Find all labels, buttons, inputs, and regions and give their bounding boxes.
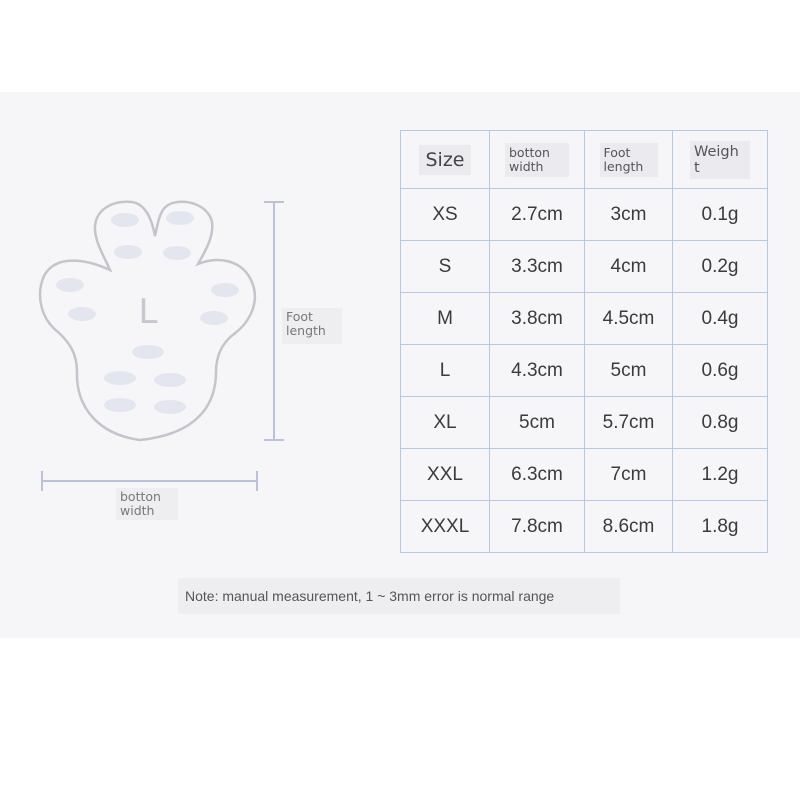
table-header-row — [401, 131, 768, 189]
size-cell: XL — [401, 397, 490, 449]
value-cell: 4.5cm — [585, 293, 673, 345]
size-cell: XS — [401, 189, 490, 241]
foot-length-label: Foot length — [282, 308, 342, 344]
value-cell: 0.8g — [673, 397, 768, 449]
value-cell: 4cm — [585, 241, 673, 293]
value-cell: 3cm — [585, 189, 673, 241]
size-cell: L — [401, 345, 490, 397]
value-cell: 8.6cm — [585, 501, 673, 553]
size-cell: S — [401, 241, 490, 293]
size-cell: XXXL — [401, 501, 490, 553]
size-chart-table — [400, 130, 768, 553]
value-cell: 0.2g — [673, 241, 768, 293]
table-row — [401, 501, 768, 553]
value-cell: 1.2g — [673, 449, 768, 501]
value-cell: 5.7cm — [585, 397, 673, 449]
size-cell: XXL — [401, 449, 490, 501]
header-weight: Weigh t — [673, 131, 768, 189]
value-cell: 7.8cm — [490, 501, 585, 553]
value-cell: 5cm — [585, 345, 673, 397]
measurement-note: Note: manual measurement, 1 ~ 3mm error is normal range — [178, 578, 620, 614]
value-cell: 7cm — [585, 449, 673, 501]
value-cell: 4.3cm — [490, 345, 585, 397]
value-cell: 0.6g — [673, 345, 768, 397]
size-cell: M — [401, 293, 490, 345]
table-row — [401, 449, 768, 501]
header-foot-length: Foot length — [585, 131, 673, 189]
value-cell: 2.7cm — [490, 189, 585, 241]
value-cell: 3.8cm — [490, 293, 585, 345]
value-cell: 6.3cm — [490, 449, 585, 501]
foot-length-dimension — [264, 202, 284, 440]
value-cell: 3.3cm — [490, 241, 585, 293]
table-row — [401, 397, 768, 449]
value-cell: 5cm — [490, 397, 585, 449]
table-row — [401, 293, 768, 345]
table-row — [401, 345, 768, 397]
value-cell: 0.1g — [673, 189, 768, 241]
value-cell: 1.8g — [673, 501, 768, 553]
value-cell: 0.4g — [673, 293, 768, 345]
table-row — [401, 241, 768, 293]
botton-width-label: botton width — [116, 488, 178, 520]
paw-size-letter: L — [138, 292, 158, 332]
header-botton-width: botton width — [490, 131, 585, 189]
header-size: Size — [401, 131, 490, 189]
table-row — [401, 189, 768, 241]
